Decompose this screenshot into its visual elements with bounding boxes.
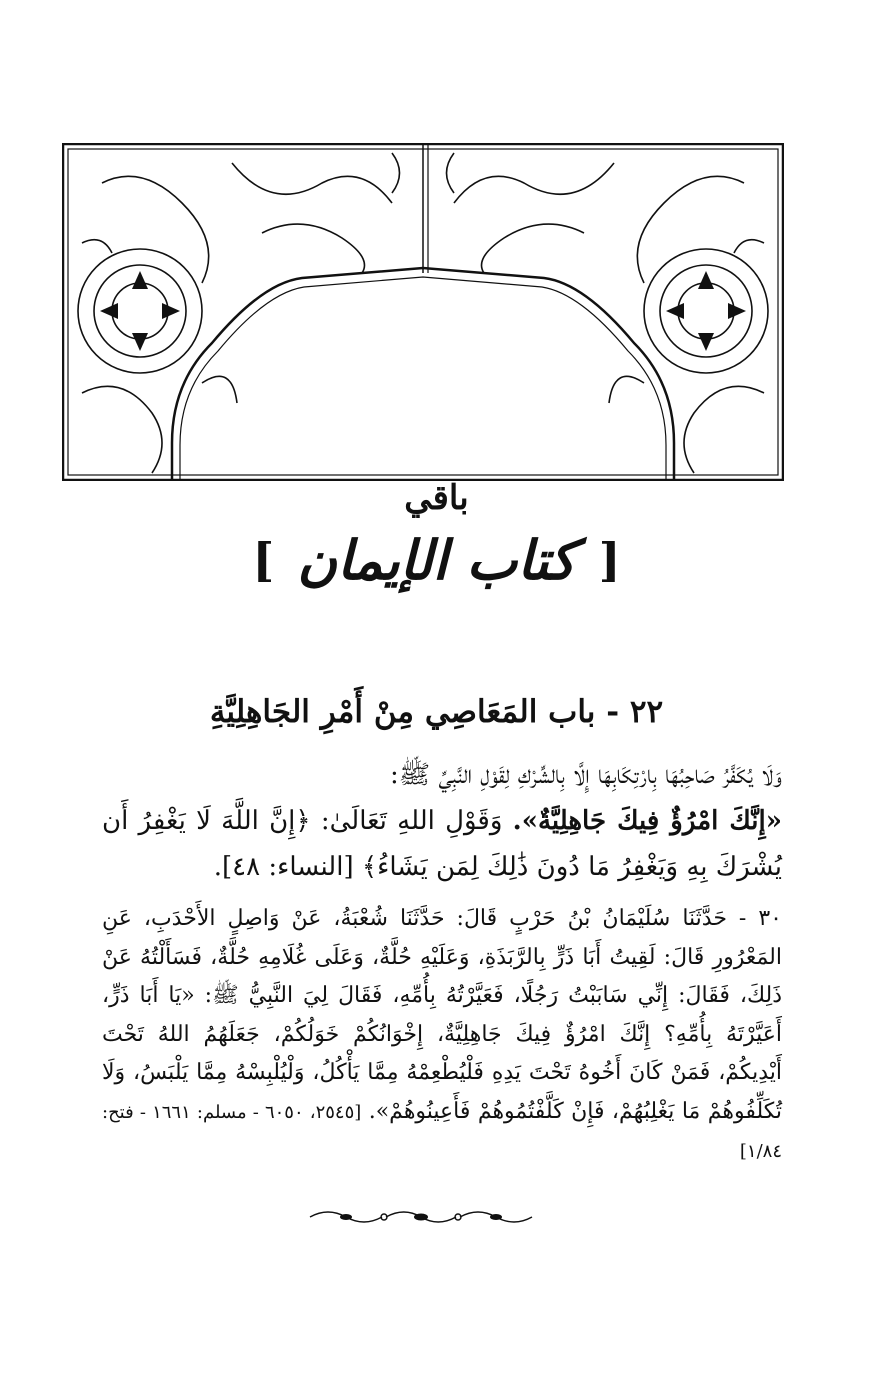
hadith-30 — [102, 900, 782, 1172]
intro-quote: «إِنَّكَ امْرُؤٌ فِيكَ جَاهِلِيَّةٌ». — [512, 806, 782, 836]
section-divider-ornament — [308, 1205, 534, 1229]
hadith-reference: [٢٥٤٥، ٦٠٥٠ - مسلم: ١٦٦١ - فتح: ١/٨٤] — [102, 1101, 782, 1162]
title-bracket-close: ] — [252, 533, 275, 587]
title-bracket-open: [ — [598, 533, 621, 587]
hadith-text: ٣٠ - حَدَّثَنَا سُلَيْمَانُ بْنُ حَرْبٍ قَالَ: حَدَّثَنَا شُعْبَةُ، عَنْ وَاصِلٍ الأَحْدَبِ، عَنِ المَعْرُورِ قَالَ: لَقِيتُ أَبَا ذَرٍّ بِالرَّبَذَةِ، وَعَلَيْهِ حُلَّةٌ، وَعَلَى غُلَامِهِ حُلَّةٌ، فَسَأَلْتُهُ عَنْ ذَلِكَ، فَقَالَ: إِنِّي سَابَبْتُ رَجُلًا، فَعَيَّرْتُهُ بِأُمِّهِ، فَقَالَ لِيَ النَّبِيُّ ﷺ: «يَا أَبَا ذَرٍّ، أَعَيَّرْتَهُ بِأُمِّهِ؟ إِنَّكَ امْرُؤٌ فِيكَ جَاهِلِيَّةٌ، إِخْوَانُكُمْ خَوَلُكُمْ، جَعَلَهُمُ اللهُ تَحْتَ أَيْدِيكُمْ، فَمَنْ كَانَ أَخُوهُ تَحْتَ يَدِهِ فَلْيُطْعِمْهُ مِمَّا يَأْكُلُ، وَلْيُلْبِسْهُ مِمَّا يَلْبَسُ، وَلَا تُكَلِّفُوهُمْ مَا يَغْلِبُهُمْ، فَإِنْ كَلَّفْتُمُوهُمْ فَأَعِينُوهُمْ». — [102, 906, 783, 1124]
chapter-intro — [102, 752, 782, 890]
decorative-arch-frame — [62, 143, 784, 481]
intro-verse: وَقَوْلِ اللهِ تَعَالَىٰ: ﴿إِنَّ اللَّهَ لَا يَغْفِرُ أَن يُشْرَكَ بِهِ وَيَغْفِرُ مَا دُونَ ذَٰلِكَ لِمَن يَشَاءُ﴾ — [102, 806, 782, 882]
book-title-row — [0, 528, 873, 608]
book-subtitle: باقي — [404, 478, 469, 518]
intro-line-1: وَلَا يُكَفَّرُ صَاحِبُهَا بِارْتِكَابِهَا إِلَّا بِالشِّرْكِ لِقَوْلِ النَّبِيِّ ﷺ: — [390, 760, 782, 790]
book-title: كتاب الإيمان — [297, 528, 576, 592]
intro-surah-reference: [النساء: ٤٨]. — [213, 852, 354, 882]
chapter-heading: ٢٢ - باب المَعَاصِي مِنْ أَمْرِ الجَاهِلِيَّةِ — [209, 694, 664, 730]
